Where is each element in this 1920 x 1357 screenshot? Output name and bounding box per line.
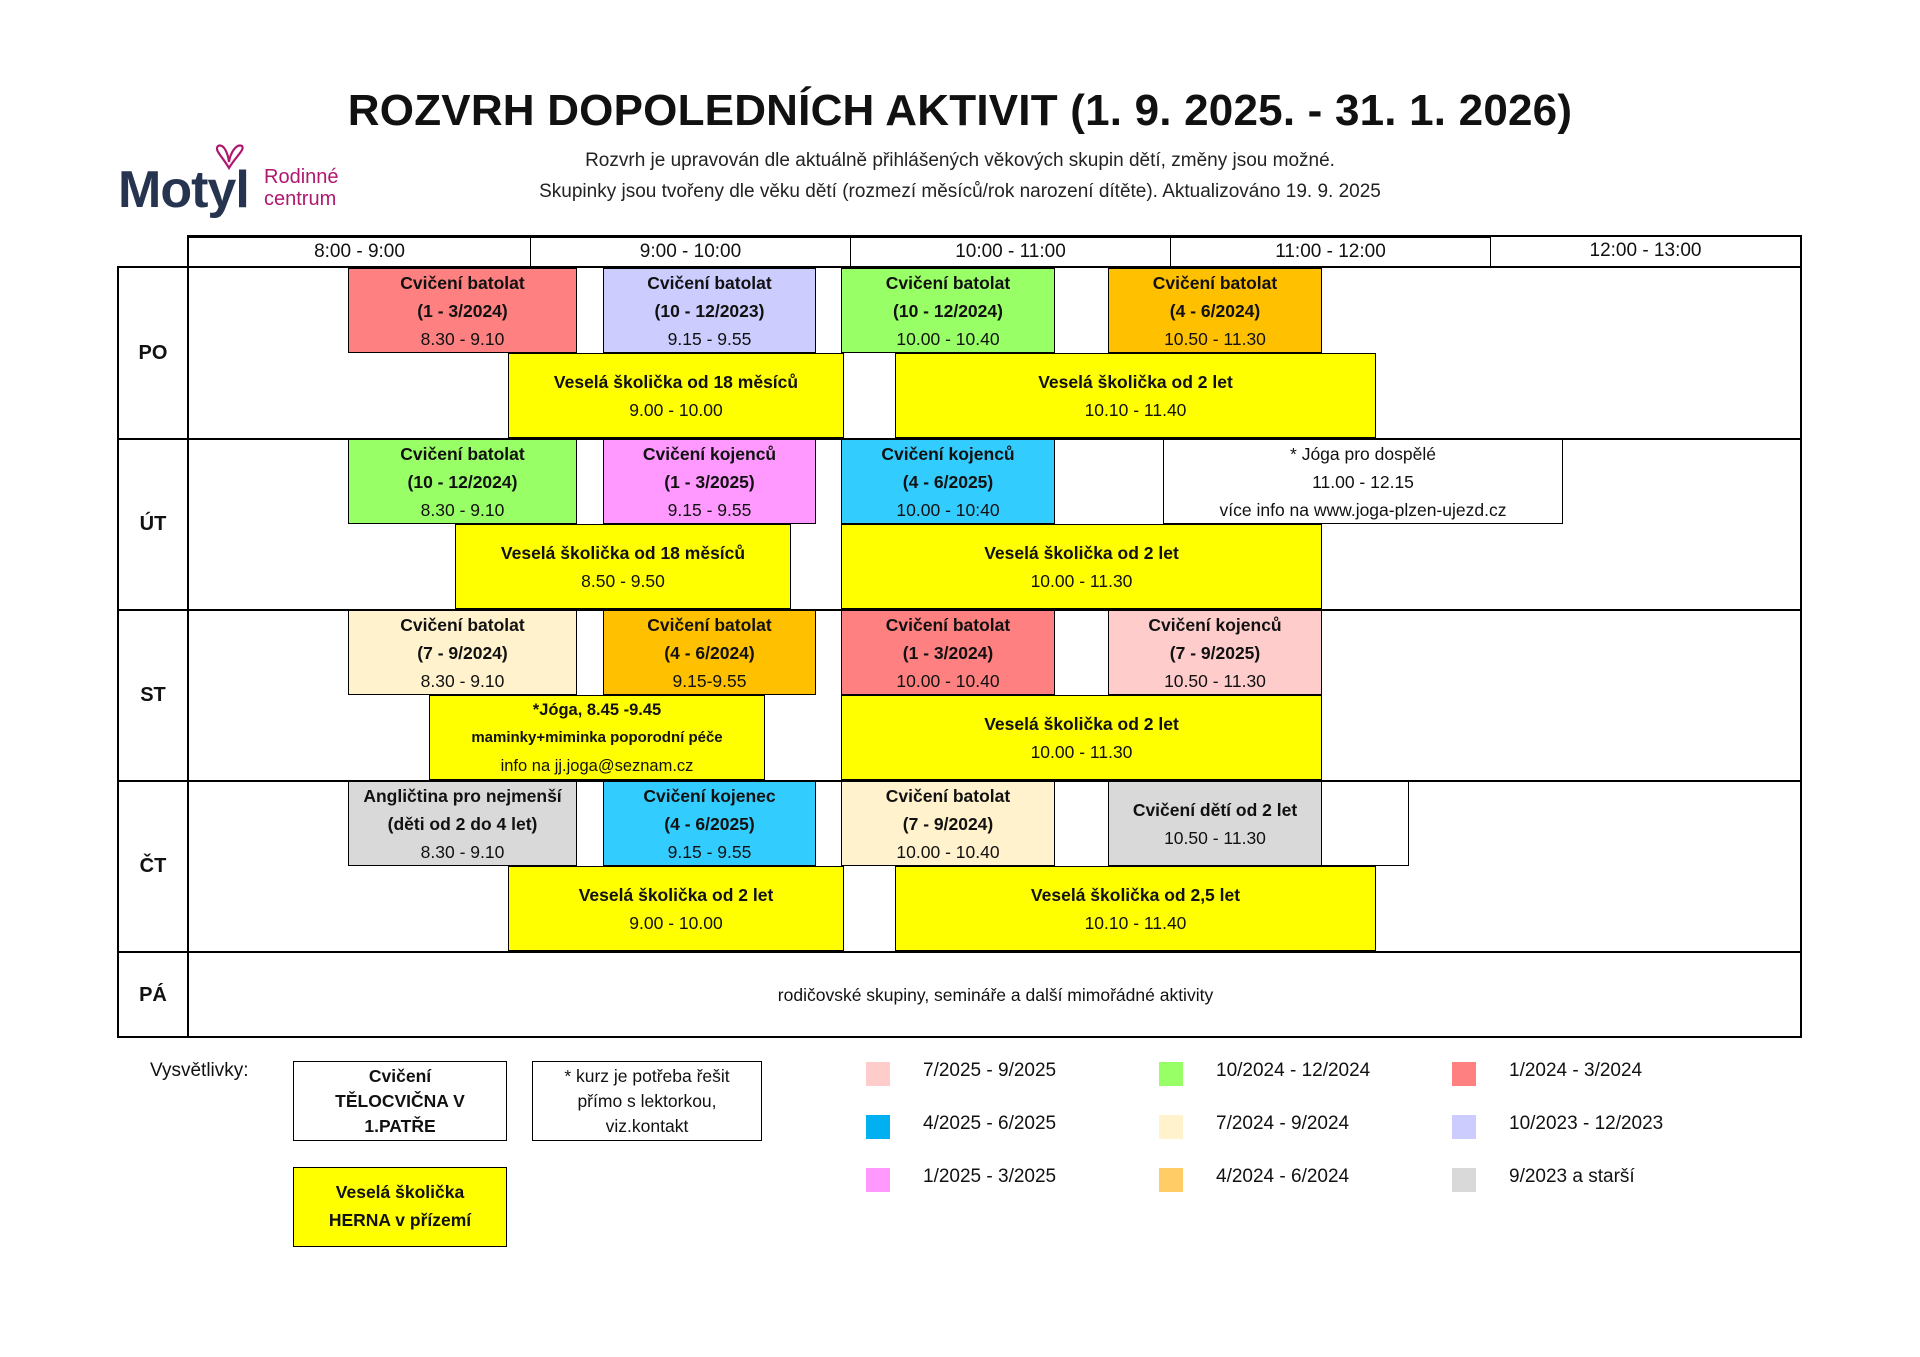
activity-title: Veselá školička od 2 let	[1038, 372, 1233, 392]
day-pa: PÁ	[139, 983, 167, 1006]
activity-title: Cvičení batolat	[400, 273, 525, 293]
activity-title: Cvičení batolat	[1152, 273, 1278, 293]
activity-group: (1 - 3/2025)	[664, 472, 755, 492]
legend-gym-line-3: 1.PATŘE	[364, 1116, 436, 1136]
activity-time: 8.30 - 9.10	[420, 329, 505, 349]
activity-group: (1 - 3/2024)	[902, 643, 994, 663]
activity-title: * Jóga pro dospělé	[1290, 444, 1436, 464]
day-st: ST	[140, 683, 166, 706]
activity-ut-school-2[interactable]	[841, 524, 1322, 609]
schedule-grid	[117, 266, 1802, 1038]
legend-gym-line-1: Cvičení	[368, 1066, 432, 1086]
legend-swatch	[1452, 1062, 1476, 1086]
activity-time: 9.00 - 10.00	[629, 400, 723, 420]
legend-gym	[293, 1061, 507, 1141]
activity-time: 10.50 - 11.30	[1164, 329, 1266, 349]
legend-herna	[293, 1167, 507, 1247]
activity-time: 10.50 - 11.30	[1164, 671, 1266, 691]
subtitle-update: Skupinky jsou tvořeny dle věku dětí (rozmezí měsíců/rok narození dítěte). Aktualizováno 19. 9. 2025	[539, 181, 1381, 202]
legend-note	[532, 1061, 762, 1141]
activity-time: 9.15 - 9.55	[667, 329, 752, 349]
legend-color-label: 9/2023 a starší	[1509, 1166, 1635, 1187]
subtitle-note: Rozvrh je upravován dle aktuálně přihlášených věkových skupin dětí, změny jsou možné.	[585, 150, 1335, 171]
activity-ct-infant-1[interactable]	[603, 781, 816, 866]
legend-swatch	[1159, 1168, 1183, 1192]
activity-st-yoga-moms[interactable]	[429, 695, 765, 780]
activity-st-toddler-3[interactable]	[841, 610, 1055, 695]
legend-swatch	[1159, 1115, 1183, 1139]
activity-title: Cvičení kojenců	[881, 444, 1015, 464]
legend-color-label: 7/2025 - 9/2025	[923, 1060, 1057, 1081]
legend-herna-line-1: Veselá školička	[335, 1182, 465, 1202]
activity-time: 8.50 - 9.50	[581, 571, 665, 591]
page-title: ROZVRH DOPOLEDNÍCH AKTIVIT (1. 9. 2025. - 31. 1. 2026)	[347, 86, 1573, 135]
activity-ct-english[interactable]	[348, 781, 577, 866]
legend-herna-line-2: HERNA v přízemí	[328, 1210, 472, 1230]
activity-ct-toddler-1[interactable]	[841, 781, 1055, 866]
logo	[118, 148, 368, 238]
activity-ut-yoga-adults[interactable]	[1163, 439, 1563, 524]
activity-time: 9.15 - 9.55	[667, 842, 752, 862]
activity-title: Veselá školička od 18 měsíců	[553, 372, 799, 392]
activity-title: Cvičení batolat	[647, 615, 772, 635]
legend-gym-line-2: TĚLOCVIČNA V	[335, 1091, 465, 1111]
activity-time: 8.30 - 9.10	[420, 500, 505, 520]
activity-group: (4 - 6/2024)	[664, 643, 755, 663]
activity-group: (1 - 3/2024)	[417, 301, 508, 321]
activity-group: (7 - 9/2025)	[1169, 643, 1261, 663]
activity-time: 11.00 - 12.15	[1312, 472, 1414, 492]
activity-title: Cvičení batolat	[885, 615, 1011, 635]
activity-po-toddler-4[interactable]	[1108, 268, 1322, 353]
activity-time: 10.00 - 10.40	[896, 671, 1000, 691]
time-slot-1: 8:00 - 9:00	[189, 237, 531, 267]
legend-note-line-1: * kurz je potřeba řešit	[564, 1066, 730, 1086]
activity-time: 10.10 - 11.40	[1084, 913, 1187, 933]
time-slot-3: 10:00 - 11:00	[851, 237, 1171, 267]
legend-color-label: 7/2024 - 9/2024	[1216, 1113, 1350, 1134]
activity-st-school-1[interactable]	[841, 695, 1322, 780]
activity-title: Cvičení dětí od 2 let	[1132, 800, 1298, 820]
time-slot-4: 11:00 - 12:00	[1171, 237, 1491, 267]
time-slot-2: 9:00 - 10:00	[531, 237, 851, 267]
activity-title: Cvičení batolat	[647, 273, 772, 293]
activity-title: Veselá školička od 2 let	[984, 543, 1179, 563]
activity-title: Veselá školička od 2,5 let	[1030, 885, 1241, 905]
legend-note-line-2: přímo s lektorkou,	[577, 1091, 717, 1111]
activity-title: Angličtina pro nejmenší	[363, 786, 562, 806]
activity-st-infant-1[interactable]	[1108, 610, 1322, 695]
legend-color-label: 10/2023 - 12/2023	[1509, 1113, 1664, 1134]
activity-title: Veselá školička od 2 let	[984, 714, 1179, 734]
activity-group: (10 - 12/2024)	[893, 301, 1003, 321]
activity-st-toddler-1[interactable]	[348, 610, 577, 695]
activity-po-toddler-3[interactable]	[841, 268, 1055, 353]
activity-info-email[interactable]: info na jj.joga@seznam.cz	[500, 757, 694, 775]
activity-time: 10.00 - 10.40	[896, 842, 1000, 862]
activity-title: Veselá školička od 2 let	[578, 885, 774, 905]
activity-group: (7 - 9/2024)	[902, 814, 994, 834]
activity-title: Veselá školička od 18 měsíců	[500, 543, 746, 563]
activity-group: (děti od 2 do 4 let)	[387, 814, 538, 834]
day-ut: ÚT	[139, 512, 167, 535]
logo-subtitle	[264, 166, 339, 210]
legend-label: Vysvětlivky:	[150, 1060, 249, 1081]
legend-swatch	[1159, 1062, 1183, 1086]
legend-swatch	[1452, 1115, 1476, 1139]
activity-ut-infant-2[interactable]	[841, 439, 1055, 524]
time-header	[187, 235, 1802, 267]
activity-time: 8.30 - 9.10	[420, 671, 505, 691]
legend-color-label: 4/2024 - 6/2024	[1216, 1166, 1350, 1187]
activity-time: 10.00 - 10.40	[896, 329, 1000, 349]
time-slot-5: 12:00 - 13:00	[1589, 240, 1702, 261]
activity-time: 9.00 - 10.00	[629, 913, 723, 933]
activity-title: Cvičení batolat	[885, 273, 1011, 293]
activity-time: 9.15-9.55	[672, 671, 747, 691]
activity-po-school-1[interactable]	[508, 353, 844, 438]
legend-color-label: 4/2025 - 6/2025	[923, 1113, 1057, 1134]
color-legend	[866, 1060, 1766, 1200]
activity-title: Cvičení kojenců	[1148, 615, 1282, 635]
legend-swatch	[1452, 1168, 1476, 1192]
legend-color-label: 1/2024 - 3/2024	[1509, 1060, 1643, 1081]
activity-group: maminky+miminka poporodní péče	[471, 729, 723, 746]
activity-info-link[interactable]: více info na www.joga-plzen-ujezd.cz	[1219, 500, 1507, 520]
activity-group: (4 - 6/2025)	[664, 814, 755, 834]
activity-po-toddler-2[interactable]	[603, 268, 816, 353]
legend-swatch	[866, 1062, 890, 1086]
activity-ct-kids-2y[interactable]	[1108, 781, 1322, 866]
activity-time: 10.10 - 11.40	[1084, 400, 1187, 420]
empty-cell	[1321, 781, 1409, 866]
legend-swatch	[866, 1115, 890, 1139]
activity-title: *Jóga, 8.45 -9.45	[532, 701, 662, 719]
activity-group: (4 - 6/2024)	[1169, 301, 1261, 321]
activity-ct-school-1[interactable]	[508, 866, 844, 951]
activity-group: (7 - 9/2024)	[417, 643, 508, 663]
day-ct: ČT	[139, 854, 167, 877]
activity-time: 9.15 - 9.55	[667, 500, 752, 520]
friday-note: rodičovské skupiny, semináře a další mimořádné aktivity	[777, 985, 1214, 1005]
activity-ut-infant-1[interactable]	[603, 439, 816, 524]
activity-ut-toddler-1[interactable]	[348, 439, 577, 524]
logo-line-2: centrum	[264, 188, 337, 210]
legend-note-line-3: viz.kontakt	[605, 1116, 689, 1136]
activity-st-toddler-2[interactable]	[603, 610, 816, 695]
activity-group: (10 - 12/2024)	[407, 472, 518, 492]
activity-ct-school-2[interactable]	[895, 866, 1376, 951]
day-column-divider	[187, 268, 189, 1036]
activity-time: 10.00 - 11.30	[1030, 571, 1133, 591]
activity-po-school-2[interactable]	[895, 353, 1376, 438]
activity-time: 10.00 - 10:40	[896, 500, 1000, 520]
logo-name: Motyl	[118, 161, 249, 219]
activity-title: Cvičení batolat	[400, 615, 525, 635]
activity-title: Cvičení batolat	[400, 444, 525, 464]
activity-group: (10 - 12/2023)	[654, 301, 765, 321]
activity-ut-school-1[interactable]	[455, 524, 791, 609]
activity-time: 10.00 - 11.30	[1030, 742, 1133, 762]
activity-time: 8.30 - 9.10	[420, 842, 505, 862]
activity-title: Cvičení kojenců	[642, 444, 777, 464]
legend-color-label: 10/2024 - 12/2024	[1216, 1060, 1371, 1081]
activity-po-toddler-1[interactable]	[348, 268, 577, 353]
legend-color-label: 1/2025 - 3/2025	[923, 1166, 1057, 1187]
activity-title: Cvičení kojenec	[643, 786, 776, 806]
day-po: PO	[138, 341, 168, 364]
activity-title: Cvičení batolat	[885, 786, 1011, 806]
logo-line-1: Rodinné	[264, 166, 339, 188]
activity-time: 10.50 - 11.30	[1164, 828, 1266, 848]
legend-swatch	[866, 1168, 890, 1192]
activity-group: (4 - 6/2025)	[902, 472, 994, 492]
